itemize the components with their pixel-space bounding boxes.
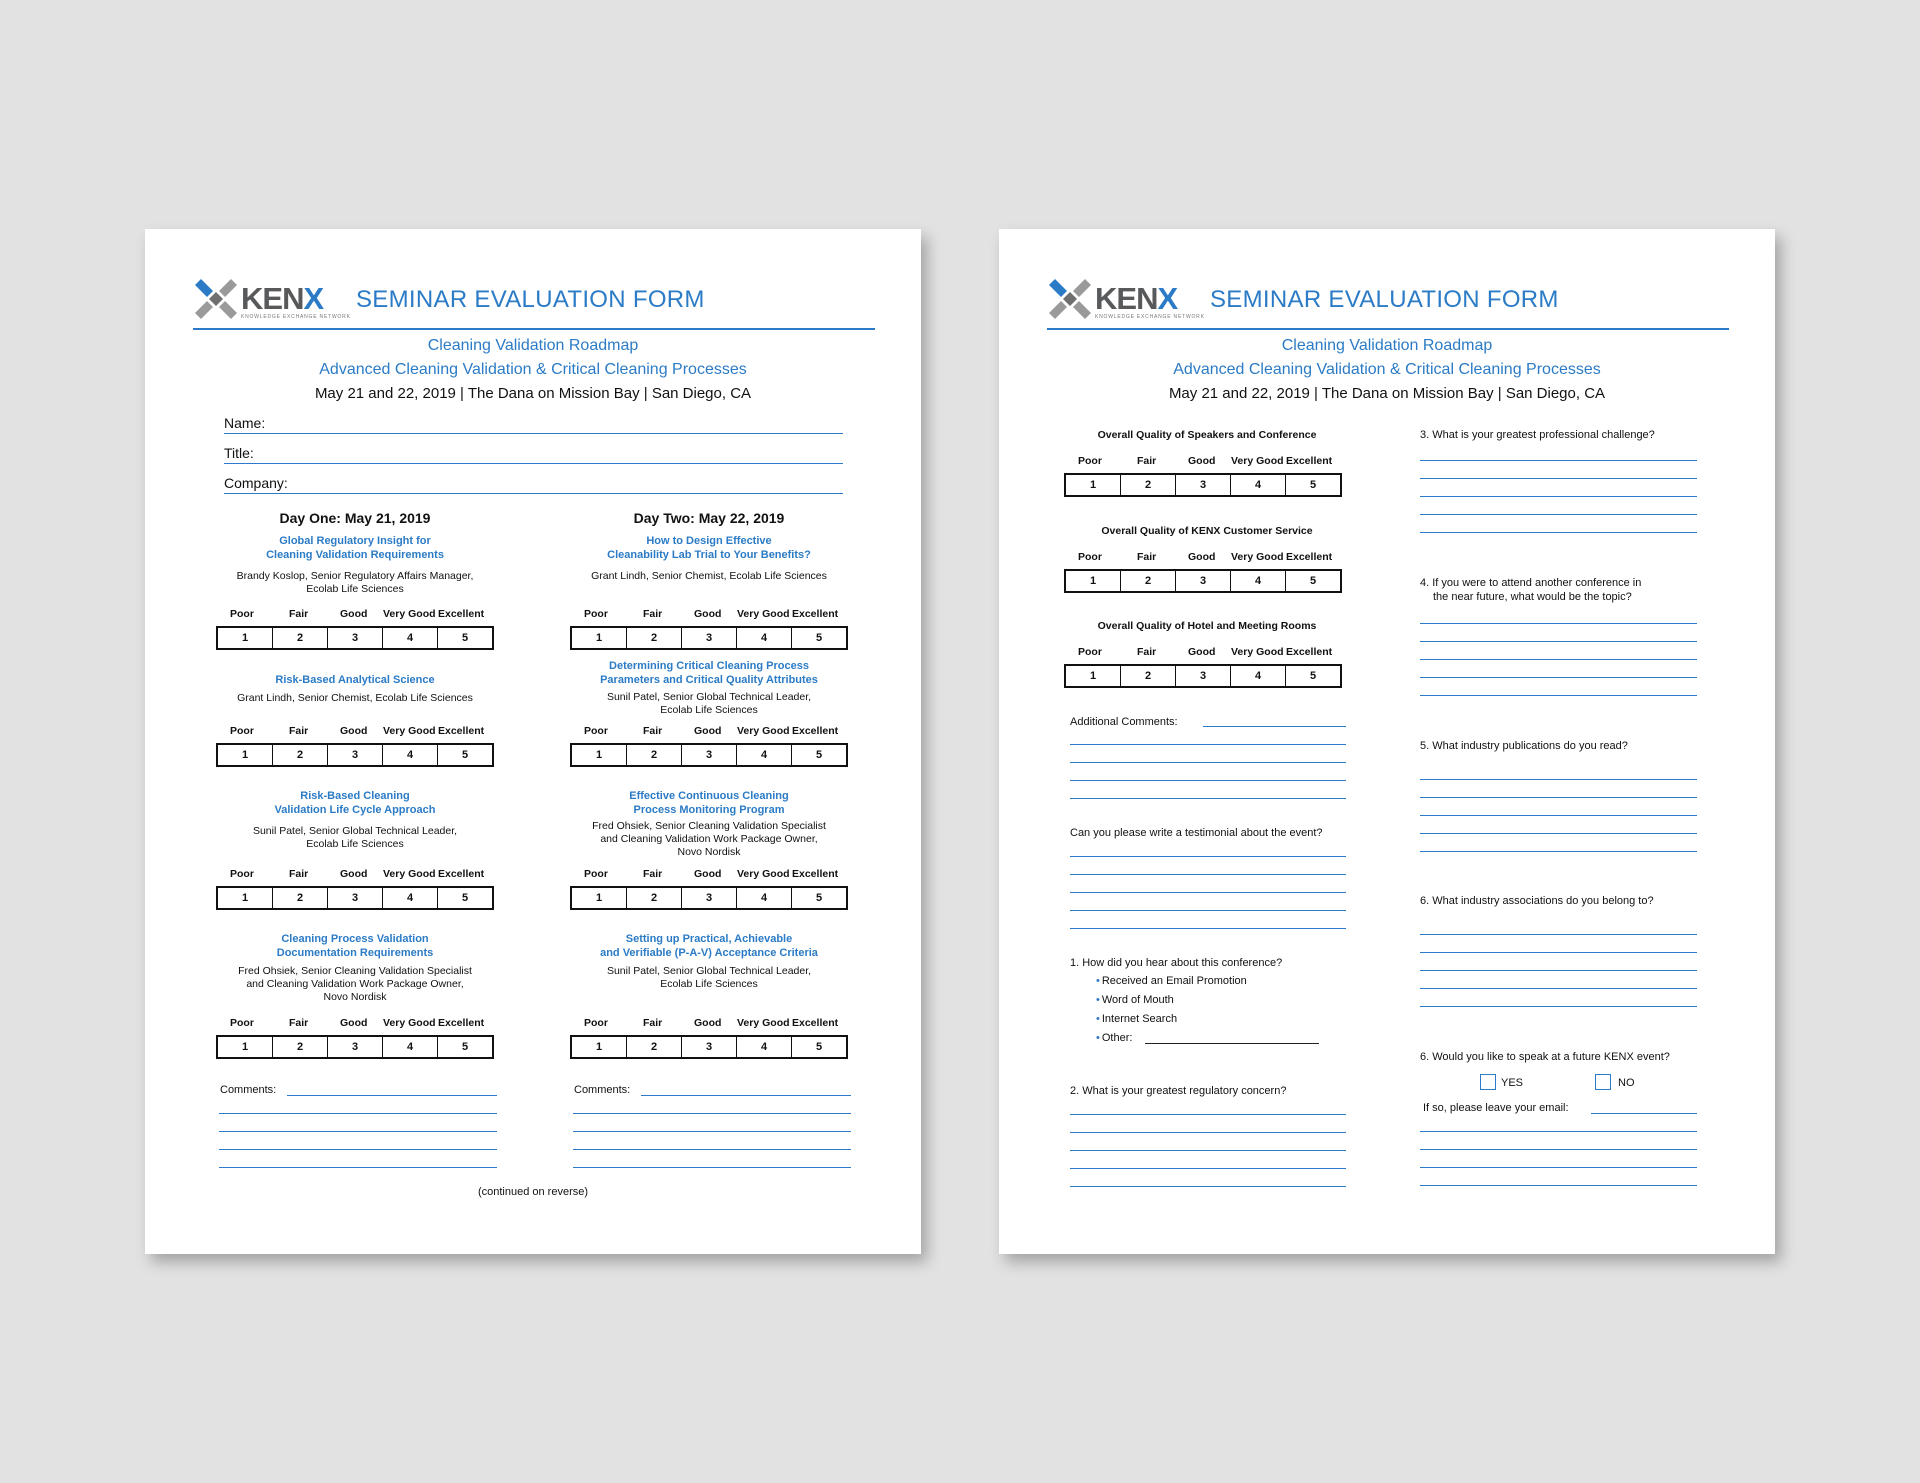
rating-option-5[interactable]: 5 bbox=[1309, 670, 1317, 682]
session-d1-3 bbox=[205, 789, 505, 851]
rating-option-2[interactable]: 2 bbox=[627, 628, 682, 648]
answer-line[interactable] bbox=[1420, 934, 1697, 935]
rating-option-2[interactable]: 2 bbox=[1121, 666, 1176, 686]
rating-labels: Poor Fair Good Very Good Excellent bbox=[584, 725, 839, 737]
company-field[interactable] bbox=[224, 475, 843, 494]
q1-option[interactable]: • Received an Email Promotion bbox=[1096, 975, 1247, 987]
rating-option-3[interactable]: 3 bbox=[328, 628, 383, 648]
rating-scale bbox=[570, 725, 850, 761]
rating-scale bbox=[570, 608, 850, 644]
testimonial-question: Can you please write a testimonial about the event? bbox=[1070, 827, 1323, 839]
rating-labels: Poor Fair Good Very Good Excellent bbox=[584, 868, 839, 880]
bullet-icon: • bbox=[1096, 975, 1100, 987]
question-2: 2. What is your greatest regulatory concern? bbox=[1070, 1085, 1287, 1097]
answer-line[interactable] bbox=[1420, 496, 1697, 497]
rating-option-3[interactable]: 3 bbox=[328, 745, 383, 765]
event-subtitle: Advanced Cleaning Validation & Critical Cleaning Processes bbox=[319, 361, 747, 378]
event-subtitle: Advanced Cleaning Validation & Critical Cleaning Processes bbox=[1173, 361, 1601, 378]
session-speaker: Grant Lindh, Senior Chemist, Ecolab Life Sciences bbox=[237, 692, 473, 704]
answer-line[interactable] bbox=[1420, 988, 1697, 989]
answer-line[interactable] bbox=[1070, 928, 1346, 929]
no-label: NO bbox=[1618, 1077, 1635, 1089]
session-speaker: Sunil Patel, Senior Global Technical Leader, Ecolab Life Sciences bbox=[606, 965, 812, 990]
session-d1-2 bbox=[205, 673, 505, 705]
overall-hotel-heading: Overall Quality of Hotel and Meeting Rooms bbox=[1097, 620, 1317, 632]
rating-option-2[interactable]: 2 bbox=[273, 1037, 328, 1057]
question-6: 6. What industry associations do you belong to? bbox=[1420, 895, 1654, 907]
session-title: Cleaning Process Validation Documentation Requirements bbox=[276, 933, 434, 959]
overall-service-heading: Overall Quality of KENX Customer Service bbox=[1101, 525, 1313, 537]
no-checkbox[interactable] bbox=[1595, 1074, 1611, 1090]
session-title: Risk-Based Analytical Science bbox=[275, 674, 435, 686]
rating-option-1[interactable]: 1 bbox=[572, 888, 627, 908]
rating-option-4[interactable]: 4 bbox=[383, 1037, 438, 1057]
rating-option-5[interactable]: 5 bbox=[461, 1041, 469, 1053]
session-speaker: Sunil Patel, Senior Global Technical Leader, Ecolab Life Sciences bbox=[606, 691, 812, 716]
kenx-logo bbox=[1049, 277, 1205, 321]
comment-line[interactable] bbox=[287, 1095, 497, 1096]
session-d2-4 bbox=[559, 932, 859, 991]
rating-labels: Poor Fair Good Very Good Excellent bbox=[1078, 646, 1333, 658]
rating-scale bbox=[216, 725, 496, 761]
answer-line[interactable] bbox=[1070, 874, 1346, 875]
comment-line[interactable] bbox=[219, 1149, 497, 1150]
session-d2-2 bbox=[559, 659, 859, 717]
rating-option-1[interactable]: 1 bbox=[1066, 666, 1121, 686]
answer-line[interactable] bbox=[1420, 1006, 1697, 1007]
answer-line[interactable] bbox=[1420, 833, 1697, 834]
rating-option-5[interactable]: 5 bbox=[815, 749, 823, 761]
rating-option-3[interactable]: 3 bbox=[1176, 666, 1231, 686]
event-date-location: May 21 and 22, 2019 | The Dana on Mission Bay | San Diego, CA bbox=[314, 385, 752, 402]
rating-scale bbox=[570, 868, 850, 904]
rating-option-1[interactable]: 1 bbox=[218, 628, 273, 648]
answer-line[interactable] bbox=[1070, 1132, 1346, 1133]
rating-scale bbox=[216, 868, 496, 904]
rating-option-4[interactable]: 4 bbox=[737, 628, 792, 648]
answer-line[interactable] bbox=[1070, 1186, 1346, 1187]
kenx-wordmark: KENX bbox=[1095, 281, 1178, 316]
rating-boxes bbox=[570, 626, 848, 650]
rating-option-4[interactable]: 4 bbox=[1231, 666, 1286, 686]
session-speaker: Sunil Patel, Senior Global Technical Leader, Ecolab Life Sciences bbox=[252, 825, 458, 850]
session-title: Risk-Based Cleaning Validation Life Cycle Approach bbox=[274, 790, 436, 816]
answer-line[interactable] bbox=[1420, 952, 1697, 953]
answer-line[interactable] bbox=[1420, 659, 1697, 660]
comment-line[interactable] bbox=[573, 1131, 851, 1132]
answer-line[interactable] bbox=[1420, 1149, 1697, 1150]
rating-scale bbox=[216, 1017, 496, 1053]
answer-line[interactable] bbox=[1203, 726, 1346, 727]
rating-labels: Poor Fair Good Very Good Excellent bbox=[584, 1017, 839, 1029]
rating-option-2[interactable]: 2 bbox=[627, 888, 682, 908]
rating-labels: Poor Fair Good Very Good Excellent bbox=[230, 608, 485, 620]
company-label: Company: bbox=[224, 475, 288, 491]
form-front-page bbox=[145, 229, 921, 1254]
session-speaker: Brandy Koslop, Senior Regulatory Affairs Manager, Ecolab Life Sciences bbox=[236, 570, 474, 595]
rating-boxes bbox=[1064, 664, 1342, 688]
question-1: 1. How did you hear about this conference? bbox=[1070, 957, 1283, 969]
rating-option-2[interactable]: 2 bbox=[273, 745, 328, 765]
comments-label-day-two: Comments: bbox=[574, 1084, 631, 1096]
comments-label-day-one: Comments: bbox=[220, 1084, 277, 1096]
rating-labels: Poor Fair Good Very Good Excellent bbox=[584, 608, 839, 620]
yes-label: YES bbox=[1501, 1077, 1524, 1089]
rating-option-5[interactable]: 5 bbox=[815, 1041, 823, 1053]
q1-option[interactable]: • Other: bbox=[1096, 1032, 1133, 1044]
session-title: Effective Continuous Cleaning Process Monitoring Program bbox=[629, 790, 789, 816]
answer-line[interactable] bbox=[1420, 677, 1697, 678]
session-title: Determining Critical Cleaning Process Parameters and Critical Quality Attributes bbox=[600, 660, 818, 686]
kenx-logo bbox=[195, 277, 351, 321]
rating-option-4[interactable]: 4 bbox=[737, 745, 792, 765]
rating-scale bbox=[570, 1017, 850, 1053]
rating-option-4[interactable]: 4 bbox=[737, 1037, 792, 1057]
rating-option-4[interactable]: 4 bbox=[1231, 475, 1286, 495]
rating-boxes bbox=[216, 886, 494, 910]
day-two-heading: Day Two: May 22, 2019 bbox=[633, 510, 785, 526]
answer-line[interactable] bbox=[1070, 856, 1346, 857]
answer-line[interactable] bbox=[1070, 1168, 1346, 1169]
rating-option-1[interactable]: 1 bbox=[572, 745, 627, 765]
answer-line[interactable] bbox=[1070, 780, 1346, 781]
name-label: Name: bbox=[224, 415, 266, 431]
rating-option-1[interactable]: 1 bbox=[572, 1037, 627, 1057]
rating-labels: Poor Fair Good Very Good Excellent bbox=[230, 868, 485, 880]
additional-comments-label: Additional Comments: bbox=[1070, 716, 1178, 728]
answer-line[interactable] bbox=[1420, 797, 1697, 798]
comment-line[interactable] bbox=[219, 1167, 497, 1168]
rating-boxes bbox=[216, 743, 494, 767]
answer-line[interactable] bbox=[1420, 851, 1697, 852]
rating-option-3[interactable]: 3 bbox=[682, 1037, 737, 1057]
kenx-logo-icon bbox=[195, 277, 237, 321]
rating-option-4[interactable]: 4 bbox=[383, 888, 438, 908]
answer-line[interactable] bbox=[1420, 623, 1697, 624]
session-speaker: Fred Ohsiek, Senior Cleaning Validation Specialist and Cleaning Validation Work Package Owner, Novo Nordisk bbox=[238, 965, 472, 1003]
rating-option-5[interactable]: 5 bbox=[461, 749, 469, 761]
question-3: 3. What is your greatest professional challenge? bbox=[1420, 429, 1655, 441]
answer-line[interactable] bbox=[1070, 762, 1346, 763]
header-rule bbox=[1047, 328, 1729, 330]
session-d2-1 bbox=[559, 534, 859, 583]
rating-labels: Poor Fair Good Very Good Excellent bbox=[1078, 455, 1333, 467]
rating-option-5[interactable]: 5 bbox=[815, 632, 823, 644]
answer-line[interactable] bbox=[1420, 532, 1697, 533]
answer-line[interactable] bbox=[1070, 1114, 1346, 1115]
rating-option-3[interactable]: 3 bbox=[682, 888, 737, 908]
rating-option-3[interactable]: 3 bbox=[682, 745, 737, 765]
kenx-logo-icon bbox=[1049, 277, 1091, 321]
name-field[interactable] bbox=[224, 415, 843, 434]
question-4: 4. If you were to attend another conference in the near future, what would be the topic? bbox=[1420, 577, 1642, 603]
rating-option-1[interactable]: 1 bbox=[218, 1037, 273, 1057]
rating-option-5[interactable]: 5 bbox=[815, 892, 823, 904]
rating-option-4[interactable]: 4 bbox=[737, 888, 792, 908]
comment-line[interactable] bbox=[219, 1113, 497, 1114]
bullet-icon: • bbox=[1096, 994, 1100, 1006]
rating-option-2[interactable]: 2 bbox=[627, 1037, 682, 1057]
session-speaker: Fred Ohsiek, Senior Cleaning Validation Specialist and Cleaning Validation Work Package Owner, Novo Nordisk bbox=[592, 820, 826, 858]
answer-line[interactable] bbox=[1420, 1167, 1697, 1168]
q1-option[interactable]: • Word of Mouth bbox=[1096, 994, 1174, 1006]
day-one-heading: Day One: May 21, 2019 bbox=[279, 510, 431, 526]
session-title: Global Regulatory Insight for Cleaning Validation Requirements bbox=[266, 535, 444, 561]
answer-line[interactable] bbox=[1420, 779, 1697, 780]
email-input-line[interactable] bbox=[1591, 1113, 1697, 1114]
rating-scale bbox=[1064, 551, 1344, 587]
event-title: Cleaning Validation Roadmap bbox=[1281, 337, 1493, 354]
comment-line[interactable] bbox=[573, 1149, 851, 1150]
rating-option-3[interactable]: 3 bbox=[328, 888, 383, 908]
answer-line[interactable] bbox=[1420, 478, 1697, 479]
answer-line[interactable] bbox=[1420, 1131, 1697, 1132]
other-input-line[interactable] bbox=[1145, 1043, 1319, 1044]
rating-boxes bbox=[216, 1035, 494, 1059]
question-speak: 6. Would you like to speak at a future KENX event? bbox=[1420, 1051, 1670, 1063]
answer-line[interactable] bbox=[1070, 1150, 1346, 1151]
kenx-tagline: KNOWLEDGE EXCHANGE NETWORK bbox=[241, 314, 351, 320]
kenx-wordmark: KENX bbox=[241, 281, 324, 316]
rating-boxes bbox=[570, 886, 848, 910]
title-field[interactable] bbox=[224, 445, 843, 464]
rating-boxes bbox=[570, 743, 848, 767]
comment-line[interactable] bbox=[573, 1167, 851, 1168]
rating-labels: Poor Fair Good Very Good Excellent bbox=[230, 1017, 485, 1029]
comment-line[interactable] bbox=[573, 1113, 851, 1114]
comment-line[interactable] bbox=[641, 1095, 851, 1096]
title-label: Title: bbox=[224, 445, 254, 461]
answer-line[interactable] bbox=[1070, 910, 1346, 911]
rating-option-5[interactable]: 5 bbox=[461, 632, 469, 644]
comment-line[interactable] bbox=[219, 1131, 497, 1132]
rating-boxes bbox=[1064, 569, 1342, 593]
rating-option-4[interactable]: 4 bbox=[383, 745, 438, 765]
rating-option-1[interactable]: 1 bbox=[1066, 571, 1121, 591]
event-title: Cleaning Validation Roadmap bbox=[427, 337, 639, 354]
session-d1-4 bbox=[205, 932, 505, 1004]
answer-line[interactable] bbox=[1420, 641, 1697, 642]
email-label: If so, please leave your email: bbox=[1423, 1102, 1569, 1114]
header-rule bbox=[193, 328, 875, 330]
rating-boxes bbox=[1064, 473, 1342, 497]
kenx-tagline: KNOWLEDGE EXCHANGE NETWORK bbox=[1095, 314, 1205, 320]
rating-option-2[interactable]: 2 bbox=[627, 745, 682, 765]
answer-line[interactable] bbox=[1420, 460, 1697, 461]
session-title: Setting up Practical, Achievable and Verifiable (P-A-V) Acceptance Criteria bbox=[600, 933, 818, 959]
rating-labels: Poor Fair Good Very Good Excellent bbox=[230, 725, 485, 737]
rating-option-1[interactable]: 1 bbox=[572, 628, 627, 648]
form-back-page bbox=[999, 229, 1775, 1254]
answer-line[interactable] bbox=[1420, 1185, 1697, 1186]
bullet-icon: • bbox=[1096, 1032, 1100, 1044]
answer-line[interactable] bbox=[1420, 514, 1697, 515]
rating-option-3[interactable]: 3 bbox=[1176, 475, 1231, 495]
rating-scale bbox=[1064, 455, 1344, 491]
rating-option-3[interactable]: 3 bbox=[1176, 571, 1231, 591]
yes-checkbox[interactable] bbox=[1480, 1074, 1496, 1090]
answer-line[interactable] bbox=[1070, 798, 1346, 799]
rating-scale bbox=[1064, 646, 1344, 682]
continued-note: (continued on reverse) bbox=[477, 1186, 589, 1198]
answer-line[interactable] bbox=[1420, 815, 1697, 816]
rating-option-1[interactable]: 1 bbox=[1066, 475, 1121, 495]
answer-line[interactable] bbox=[1070, 744, 1346, 745]
bullet-icon: • bbox=[1096, 1013, 1100, 1025]
rating-boxes bbox=[570, 1035, 848, 1059]
form-title: SEMINAR EVALUATION FORM bbox=[356, 286, 705, 313]
rating-option-4[interactable]: 4 bbox=[383, 628, 438, 648]
rating-option-1[interactable]: 1 bbox=[218, 888, 273, 908]
rating-option-5[interactable]: 5 bbox=[461, 892, 469, 904]
rating-option-2[interactable]: 2 bbox=[273, 628, 328, 648]
answer-line[interactable] bbox=[1420, 695, 1697, 696]
rating-option-3[interactable]: 3 bbox=[328, 1037, 383, 1057]
rating-option-4[interactable]: 4 bbox=[1231, 571, 1286, 591]
rating-option-2[interactable]: 2 bbox=[1121, 475, 1176, 495]
q1-option[interactable]: • Internet Search bbox=[1096, 1013, 1178, 1025]
session-title: How to Design Effective Cleanability Lab Trial to Your Benefits? bbox=[607, 535, 811, 561]
session-d1-1 bbox=[205, 534, 505, 596]
rating-option-2[interactable]: 2 bbox=[1121, 571, 1176, 591]
session-d2-3 bbox=[559, 789, 859, 859]
session-speaker: Grant Lindh, Senior Chemist, Ecolab Life Sciences bbox=[591, 570, 827, 582]
rating-labels: Poor Fair Good Very Good Excellent bbox=[1078, 551, 1333, 563]
event-date-location: May 21 and 22, 2019 | The Dana on Mission Bay | San Diego, CA bbox=[1168, 385, 1606, 402]
rating-option-3[interactable]: 3 bbox=[682, 628, 737, 648]
answer-line[interactable] bbox=[1420, 970, 1697, 971]
rating-boxes bbox=[216, 626, 494, 650]
rating-option-5[interactable]: 5 bbox=[1309, 479, 1317, 491]
rating-option-2[interactable]: 2 bbox=[273, 888, 328, 908]
question-5: 5. What industry publications do you read? bbox=[1420, 740, 1628, 752]
rating-option-1[interactable]: 1 bbox=[218, 745, 273, 765]
rating-scale bbox=[216, 608, 496, 644]
form-title: SEMINAR EVALUATION FORM bbox=[1210, 286, 1559, 313]
rating-option-5[interactable]: 5 bbox=[1309, 575, 1317, 587]
overall-speakers-heading: Overall Quality of Speakers and Conference bbox=[1097, 429, 1317, 441]
answer-line[interactable] bbox=[1070, 892, 1346, 893]
